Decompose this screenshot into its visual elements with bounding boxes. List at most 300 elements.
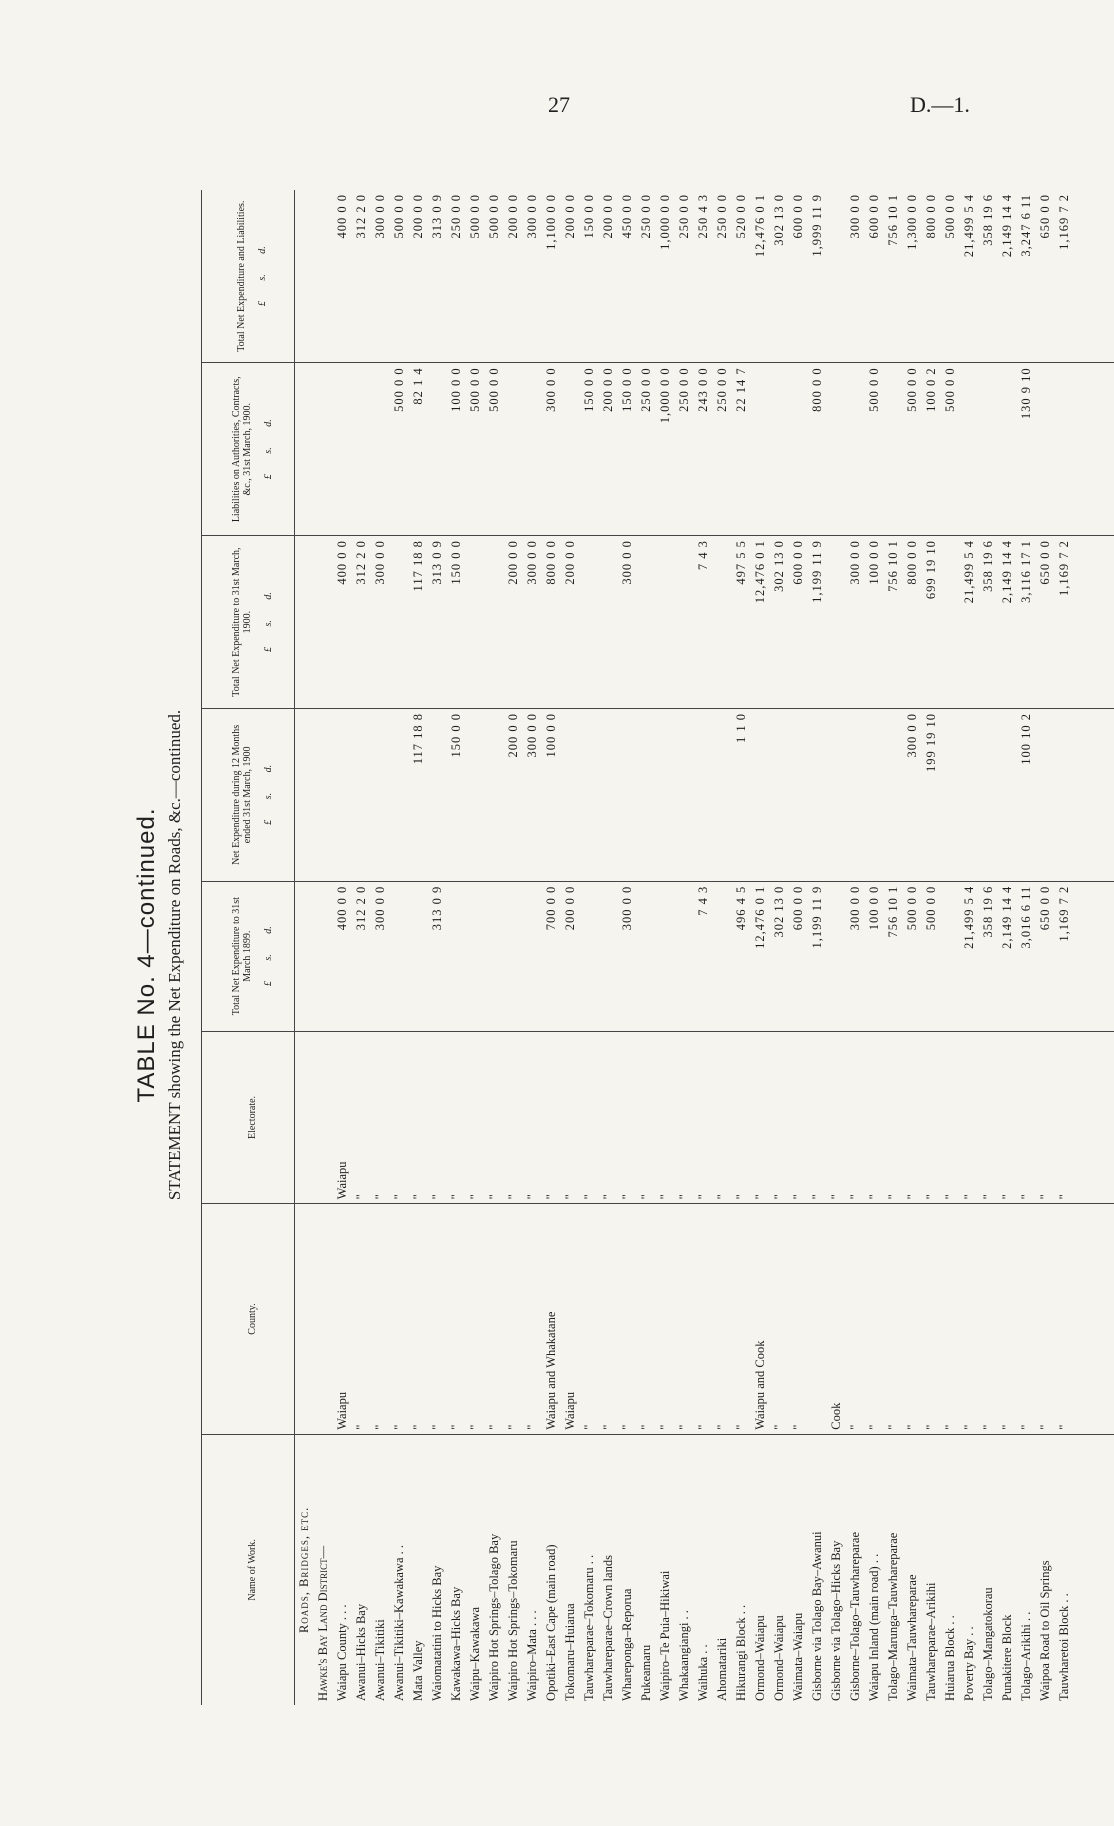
cell-total-1900: 497 5 5 — [732, 536, 751, 709]
cell-during-year — [618, 708, 637, 881]
cell-electorate: " — [352, 1031, 371, 1204]
cell-during-year — [390, 708, 409, 881]
cell-total-1900 — [599, 536, 618, 709]
cell-electorate: " — [390, 1031, 409, 1204]
cell-total-1899: 300 0 0 — [371, 881, 390, 1031]
table-row — [827, 190, 846, 1705]
cell-total-net: 300 0 0 — [846, 190, 865, 363]
col-electorate: Electorate. — [202, 1031, 295, 1204]
cell-total-1900: 3,116 17 1 — [1017, 536, 1036, 709]
cell-during-year — [770, 708, 789, 881]
cell-during-year — [656, 708, 675, 881]
table-row — [979, 190, 998, 1705]
cell-total-1899 — [656, 881, 675, 1031]
cell-total-net: 312 2 0 — [352, 190, 371, 363]
cell-county: " — [390, 1204, 409, 1434]
cell-work-name: Tauwhareparae–Crown lands — [601, 1555, 615, 1701]
cell-total-1899: 300 0 0 — [618, 881, 637, 1031]
cell-county: " — [732, 1204, 751, 1434]
cell-county: " — [713, 1204, 732, 1434]
section-heading: Roads, Bridges, etc. — [297, 1506, 311, 1634]
cell-total-net: 600 0 0 — [789, 190, 808, 363]
cell-liabilities — [428, 363, 447, 536]
cell-liabilities — [998, 363, 1017, 536]
table-row — [656, 190, 675, 1705]
cell-total-1900: 756 10 1 — [884, 536, 903, 709]
cell-total-1900: 300 0 0 — [618, 536, 637, 709]
cell-during-year — [694, 708, 713, 881]
cell-electorate: " — [675, 1031, 694, 1204]
cell-during-year — [751, 708, 770, 881]
cell-county: " — [447, 1204, 466, 1434]
cell-county: " — [466, 1204, 485, 1434]
cell-electorate: " — [1036, 1031, 1055, 1204]
cell-total-1900 — [675, 536, 694, 709]
cell-liabilities: 22 14 7 — [732, 363, 751, 536]
cell-total-net: 358 19 6 — [979, 190, 998, 363]
cell-county: " — [694, 1204, 713, 1434]
table-row — [922, 190, 941, 1705]
cell-during-year — [827, 708, 846, 881]
cell-liabilities — [789, 363, 808, 536]
cell-total-net: 302 13 0 — [770, 190, 789, 363]
cell-total-1900 — [827, 536, 846, 709]
cell-during-year: 199 19 10 — [922, 708, 941, 881]
cell-electorate: " — [751, 1031, 770, 1204]
cell-total-net: 800 0 0 — [922, 190, 941, 363]
cell-work-name: Ormond–Waiapu — [772, 1615, 786, 1701]
cell-electorate: " — [561, 1031, 580, 1204]
section-heading-row — [295, 190, 315, 1705]
cell-liabilities — [960, 363, 979, 536]
cell-work-name: Waimata–Tauwhareparae — [905, 1574, 919, 1701]
cell-total-1900: 117 18 8 — [409, 536, 428, 709]
cell-liabilities — [846, 363, 865, 536]
cell-liabilities: 300 0 0 — [542, 363, 561, 536]
cell-total-1899: 2,149 14 4 — [998, 881, 1017, 1031]
cell-work-name: Gisborne via Tolago Bay–Awanui — [810, 1531, 824, 1701]
table-row — [561, 190, 580, 1705]
cell-total-net: 1,169 7 2 — [1055, 190, 1114, 363]
cell-electorate: " — [580, 1031, 599, 1204]
cell-during-year — [637, 708, 656, 881]
table-title: TABLE No. 4—continued. — [133, 807, 160, 1103]
cell-total-1900: 1,169 7 2 — [1055, 536, 1114, 709]
cell-electorate: " — [903, 1031, 922, 1204]
cell-total-1899 — [599, 881, 618, 1031]
cell-county: " — [922, 1204, 941, 1434]
cell-total-1899 — [447, 881, 466, 1031]
cell-liabilities: 250 0 0 — [713, 363, 732, 536]
cell-total-net: 200 0 0 — [561, 190, 580, 363]
cell-electorate: " — [770, 1031, 789, 1204]
cell-total-1900 — [656, 536, 675, 709]
cell-work-name: Waiapu County . . . — [335, 1604, 349, 1701]
cell-liabilities: 100 0 0 — [447, 363, 466, 536]
cell-during-year — [466, 708, 485, 881]
cell-during-year — [808, 708, 827, 881]
cell-county: " — [637, 1204, 656, 1434]
cell-total-net: 1,999 11 9 — [808, 190, 827, 363]
table-row — [390, 190, 409, 1705]
cell-total-1900: 312 2 0 — [352, 536, 371, 709]
cell-during-year — [485, 708, 504, 881]
cell-county: " — [884, 1204, 903, 1434]
district-heading-row — [314, 190, 333, 1705]
cell-total-1900: 12,476 0 1 — [751, 536, 770, 709]
cell-work-name: Waiomatatini to Hicks Bay — [430, 1565, 444, 1701]
cell-electorate: " — [732, 1031, 751, 1204]
cell-during-year — [789, 708, 808, 881]
cell-during-year: 300 0 0 — [523, 708, 542, 881]
cell-total-net: 250 0 0 — [637, 190, 656, 363]
cell-total-1900: 150 0 0 — [447, 536, 466, 709]
cell-total-1900: 200 0 0 — [561, 536, 580, 709]
cell-total-net: 250 0 0 — [713, 190, 732, 363]
cell-total-1900 — [466, 536, 485, 709]
table-row — [580, 190, 599, 1705]
cell-work-name: Tauwharetoi Block . . — [1057, 1593, 1071, 1701]
cell-during-year: 200 0 0 — [504, 708, 523, 881]
cell-county: " — [1017, 1204, 1036, 1434]
cell-during-year — [960, 708, 979, 881]
cell-county: Waiapu — [561, 1204, 580, 1434]
cell-electorate: " — [428, 1031, 447, 1204]
cell-liabilities — [504, 363, 523, 536]
table-row — [637, 190, 656, 1705]
table-row — [352, 190, 371, 1705]
table-row — [694, 190, 713, 1705]
cell-total-1900: 21,499 5 4 — [960, 536, 979, 709]
cell-work-name: Tauwhareparae–Arikihi — [924, 1582, 938, 1701]
cell-total-1900: 800 0 0 — [903, 536, 922, 709]
cell-during-year — [998, 708, 1017, 881]
cell-liabilities — [523, 363, 542, 536]
cell-county: Waiapu and Whakatane — [542, 1204, 561, 1434]
cell-county: " — [846, 1204, 865, 1434]
table-row — [732, 190, 751, 1705]
cell-work-name: Waimata–Waiapu — [791, 1612, 805, 1701]
cell-work-name: Tolago–Marunga–Tauwhareparae — [886, 1532, 900, 1701]
cell-total-1899 — [675, 881, 694, 1031]
cell-county: " — [865, 1204, 884, 1434]
table-row — [504, 190, 523, 1705]
table-row — [542, 190, 561, 1705]
cell-total-net: 250 0 0 — [447, 190, 466, 363]
cell-work-name: Awanui–Tikitiki–Kawakawa . . — [392, 1544, 406, 1701]
cell-during-year: 300 0 0 — [903, 708, 922, 881]
cell-electorate: Waiapu — [333, 1031, 352, 1204]
cell-county: " — [656, 1204, 675, 1434]
cell-electorate: " — [504, 1031, 523, 1204]
table-row — [485, 190, 504, 1705]
cell-total-1899 — [637, 881, 656, 1031]
cell-county: " — [352, 1204, 371, 1434]
table-row — [998, 190, 1017, 1705]
cell-total-net: 756 10 1 — [884, 190, 903, 363]
cell-county: " — [903, 1204, 922, 1434]
cell-county: Waiapu and Cook — [751, 1204, 770, 1434]
cell-during-year — [675, 708, 694, 881]
cell-electorate: " — [599, 1031, 618, 1204]
cell-electorate: " — [637, 1031, 656, 1204]
cell-during-year: 1 1 0 — [732, 708, 751, 881]
col-liabilities: Liabilities on Authorities, Contracts, &c., 31st March, 1900. £ s. d. — [202, 363, 295, 536]
cell-county: " — [409, 1204, 428, 1434]
cell-total-1899 — [390, 881, 409, 1031]
cell-county: Waiapu — [333, 1204, 352, 1434]
cell-total-1900: 400 0 0 — [333, 536, 352, 709]
cell-total-1899: 1,169 7 2 — [1055, 881, 1114, 1031]
cell-liabilities: 243 0 0 — [694, 363, 713, 536]
cell-county: " — [770, 1204, 789, 1434]
cell-county: " — [1055, 1204, 1114, 1434]
cell-total-1899 — [409, 881, 428, 1031]
cell-county — [808, 1204, 827, 1434]
cell-during-year — [846, 708, 865, 881]
cell-total-net: 150 0 0 — [580, 190, 599, 363]
cell-total-1899: 100 0 0 — [865, 881, 884, 1031]
cell-work-name: Tolago–Arikihi . . — [1019, 1611, 1033, 1701]
cell-total-1900: 800 0 0 — [542, 536, 561, 709]
cell-total-1899: 300 0 0 — [846, 881, 865, 1031]
cell-electorate: " — [694, 1031, 713, 1204]
cell-during-year — [333, 708, 352, 881]
cell-work-name: Waipiro–Te Puia–Hikiwai — [658, 1570, 672, 1701]
cell-work-name: Pukeamaru — [639, 1644, 653, 1701]
cell-electorate: " — [827, 1031, 846, 1204]
cell-total-net: 600 0 0 — [865, 190, 884, 363]
col-county: County. — [202, 1204, 295, 1434]
table-row — [371, 190, 390, 1705]
cell-during-year — [713, 708, 732, 881]
cell-total-net: 200 0 0 — [599, 190, 618, 363]
cell-total-1899: 313 0 9 — [428, 881, 447, 1031]
cell-total-1900: 300 0 0 — [846, 536, 865, 709]
table-row — [675, 190, 694, 1705]
cell-work-name: Punakitere Block — [1000, 1614, 1014, 1701]
cell-total-net: 300 0 0 — [523, 190, 542, 363]
cell-work-name: Tolago–Mangatokorau — [981, 1587, 995, 1701]
cell-county: " — [580, 1204, 599, 1434]
cell-liabilities — [352, 363, 371, 536]
cell-total-1899 — [827, 881, 846, 1031]
cell-liabilities — [770, 363, 789, 536]
cell-during-year — [941, 708, 960, 881]
cell-during-year — [1036, 708, 1055, 881]
cell-total-1899 — [504, 881, 523, 1031]
cell-total-net: 1,100 0 0 — [542, 190, 561, 363]
cell-county: Cook — [827, 1204, 846, 1434]
table-row — [599, 190, 618, 1705]
cell-total-1900: 200 0 0 — [504, 536, 523, 709]
cell-electorate: " — [808, 1031, 827, 1204]
cell-during-year — [371, 708, 390, 881]
cell-total-net: 1,000 0 0 — [656, 190, 675, 363]
cell-electorate: " — [941, 1031, 960, 1204]
cell-electorate: " — [979, 1031, 998, 1204]
cell-electorate: " — [884, 1031, 903, 1204]
cell-county: " — [941, 1204, 960, 1434]
cell-during-year — [428, 708, 447, 881]
cell-total-net: 500 0 0 — [941, 190, 960, 363]
cell-electorate: " — [922, 1031, 941, 1204]
cell-total-1900: 7 4 3 — [694, 536, 713, 709]
cell-electorate: " — [713, 1031, 732, 1204]
cell-total-1900 — [485, 536, 504, 709]
cell-during-year — [979, 708, 998, 881]
cell-total-1900: 600 0 0 — [789, 536, 808, 709]
cell-work-name: Waipiro Hot Springs–Tolago Bay — [487, 1533, 501, 1701]
cell-total-1900: 1,199 11 9 — [808, 536, 827, 709]
cell-work-name: Tokomaru–Huiarua — [563, 1603, 577, 1701]
cell-total-net — [827, 190, 846, 363]
header-row — [202, 190, 295, 1705]
cell-total-net: 250 0 0 — [675, 190, 694, 363]
table-row — [466, 190, 485, 1705]
col-total-1900: Total Net Expenditure to 31st March, 1900. £ s. d. — [202, 536, 295, 709]
cell-work-name: Awanui–Tikitiki — [373, 1619, 387, 1701]
cell-liabilities: 800 0 0 — [808, 363, 827, 536]
cell-county: " — [979, 1204, 998, 1434]
cell-total-1899: 21,499 5 4 — [960, 881, 979, 1031]
cell-total-1900 — [390, 536, 409, 709]
cell-electorate: " — [998, 1031, 1017, 1204]
cell-liabilities — [1055, 363, 1114, 536]
cell-work-name: Kawakawa–Hicks Bay — [449, 1586, 463, 1701]
cell-liabilities: 100 0 2 — [922, 363, 941, 536]
cell-county: " — [1036, 1204, 1055, 1434]
cell-liabilities: 500 0 0 — [941, 363, 960, 536]
cell-total-net: 520 0 0 — [732, 190, 751, 363]
cell-total-net: 200 0 0 — [409, 190, 428, 363]
cell-during-year — [884, 708, 903, 881]
cell-liabilities: 500 0 0 — [865, 363, 884, 536]
cell-county: " — [789, 1204, 808, 1434]
cell-liabilities — [333, 363, 352, 536]
col-total-1899: Total Net Expenditure to 31st March 1899. £ s. d. — [202, 881, 295, 1031]
cell-total-net: 400 0 0 — [333, 190, 352, 363]
cell-total-1899 — [485, 881, 504, 1031]
table-row — [447, 190, 466, 1705]
cell-total-1899: 700 0 0 — [542, 881, 561, 1031]
cell-electorate: " — [1017, 1031, 1036, 1204]
cell-electorate: " — [656, 1031, 675, 1204]
table-row — [1036, 190, 1055, 1705]
cell-total-1900: 650 0 0 — [1036, 536, 1055, 709]
cell-electorate: " — [789, 1031, 808, 1204]
cell-county: " — [599, 1204, 618, 1434]
cell-total-net: 500 0 0 — [390, 190, 409, 363]
cell-total-1899: 3,016 6 11 — [1017, 881, 1036, 1031]
cell-electorate: " — [409, 1031, 428, 1204]
cell-total-net: 500 0 0 — [485, 190, 504, 363]
cell-total-net: 450 0 0 — [618, 190, 637, 363]
table-row — [713, 190, 732, 1705]
cell-county: " — [504, 1204, 523, 1434]
cell-county: " — [371, 1204, 390, 1434]
cell-electorate: " — [523, 1031, 542, 1204]
cell-electorate: " — [1055, 1031, 1114, 1204]
cell-total-1899: 500 0 0 — [922, 881, 941, 1031]
cell-total-1899: 756 10 1 — [884, 881, 903, 1031]
cell-liabilities — [827, 363, 846, 536]
cell-total-1899: 400 0 0 — [333, 881, 352, 1031]
cell-total-1900 — [580, 536, 599, 709]
cell-work-name: Awanui–Hicks Bay — [354, 1603, 368, 1701]
cell-electorate: " — [542, 1031, 561, 1204]
cell-during-year: 150 0 0 — [447, 708, 466, 881]
cell-during-year: 100 10 2 — [1017, 708, 1036, 881]
col-name-of-work: Name of Work. — [202, 1434, 295, 1705]
cell-liabilities: 200 0 0 — [599, 363, 618, 536]
cell-work-name: Whakaangiangi . . — [677, 1610, 691, 1701]
cell-total-1900: 100 0 0 — [865, 536, 884, 709]
table-row — [1017, 190, 1036, 1705]
cell-during-year — [561, 708, 580, 881]
cell-liabilities: 500 0 0 — [390, 363, 409, 536]
expenditure-table — [201, 190, 1114, 1705]
cell-during-year — [599, 708, 618, 881]
cell-county: " — [523, 1204, 542, 1434]
cell-total-1899: 1,199 11 9 — [808, 881, 827, 1031]
table-row — [865, 190, 884, 1705]
cell-total-net: 500 0 0 — [466, 190, 485, 363]
cell-electorate: " — [447, 1031, 466, 1204]
cell-county: " — [485, 1204, 504, 1434]
cell-total-1900: 302 13 0 — [770, 536, 789, 709]
col-total-net: Total Net Expenditure and Liabilities. £ s. d. — [202, 190, 295, 363]
cell-total-1899: 200 0 0 — [561, 881, 580, 1031]
cell-work-name: Tauwhareparae–Tokomaru . . — [582, 1554, 596, 1701]
cell-total-net: 250 4 3 — [694, 190, 713, 363]
cell-total-1899: 312 2 0 — [352, 881, 371, 1031]
cell-total-1899: 12,476 0 1 — [751, 881, 770, 1031]
table-row — [333, 190, 352, 1705]
cell-liabilities: 82 1 4 — [409, 363, 428, 536]
cell-county: " — [618, 1204, 637, 1434]
cell-work-name: Ormond–Waiapu — [753, 1615, 767, 1701]
table-row — [409, 190, 428, 1705]
cell-total-net: 300 0 0 — [371, 190, 390, 363]
cell-total-net: 650 0 0 — [1036, 190, 1055, 363]
table-row — [808, 190, 827, 1705]
table-row — [1055, 190, 1114, 1705]
cell-total-1900: 2,149 14 4 — [998, 536, 1017, 709]
cell-liabilities: 1,000 0 0 — [656, 363, 675, 536]
cell-county: " — [960, 1204, 979, 1434]
cell-total-net: 3,247 6 11 — [1017, 190, 1036, 363]
cell-electorate: " — [865, 1031, 884, 1204]
cell-total-net: 12,476 0 1 — [751, 190, 770, 363]
cell-total-1900: 313 0 9 — [428, 536, 447, 709]
cell-total-1899 — [523, 881, 542, 1031]
cell-total-1899 — [466, 881, 485, 1031]
cell-total-1900 — [713, 536, 732, 709]
cell-county: " — [675, 1204, 694, 1434]
cell-during-year — [352, 708, 371, 881]
cell-electorate: " — [466, 1031, 485, 1204]
cell-electorate: " — [485, 1031, 504, 1204]
cell-liabilities — [371, 363, 390, 536]
table-row — [428, 190, 447, 1705]
cell-electorate: " — [618, 1031, 637, 1204]
cell-total-1899: 302 13 0 — [770, 881, 789, 1031]
cell-during-year — [1055, 708, 1114, 881]
cell-liabilities: 150 0 0 — [580, 363, 599, 536]
cell-total-1900: 300 0 0 — [371, 536, 390, 709]
cell-total-1899: 358 19 6 — [979, 881, 998, 1031]
